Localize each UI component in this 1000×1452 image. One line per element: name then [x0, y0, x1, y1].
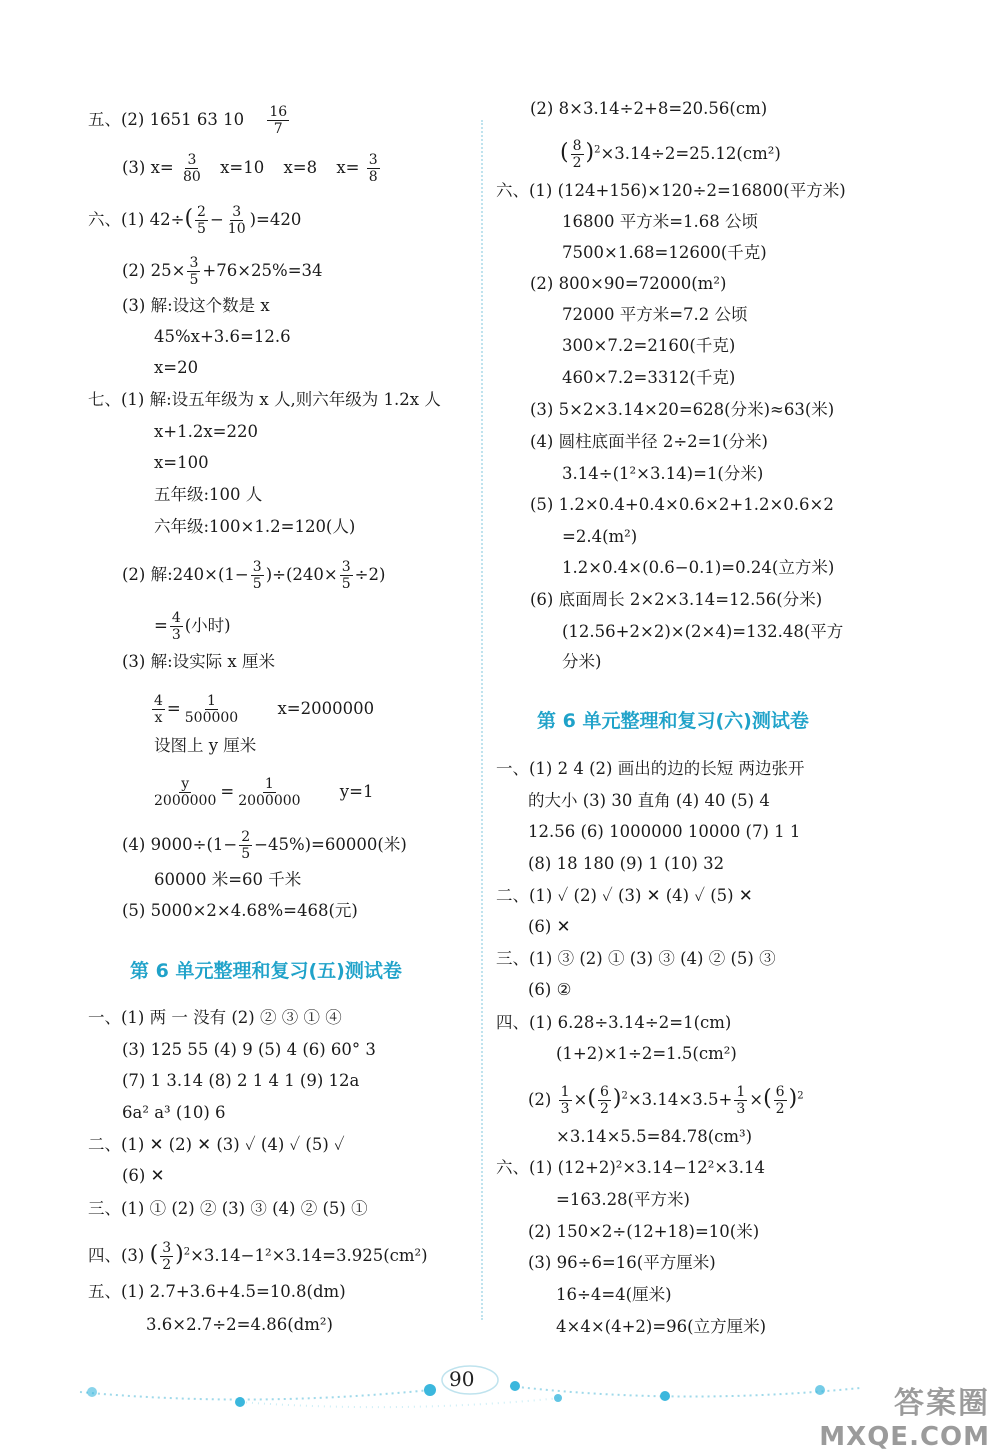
- answer-line: =163.28(平方米): [556, 1190, 690, 1209]
- answer-line: 六、(1) (124+156)×120÷2=16800(平方米): [496, 181, 846, 200]
- answer-line: (8) 18 180 (9) 1 (10) 32: [528, 854, 725, 873]
- answer-line: (6) ✕: [528, 917, 571, 936]
- answer-line: (2) 解:240×(1− $\frac{3}{5}$ )÷(240× $\frac{3}{5}$ ÷2): [122, 559, 386, 592]
- answer-line: 300×7.2=2160(千克): [562, 336, 736, 355]
- fraction: $\frac{8}{2}$: [572, 138, 582, 171]
- answer-line: (6) 底面周长 2×2×3.14=12.56(分米): [530, 590, 823, 609]
- answer-line: 六、(1) (12+2)²×3.14−12²×3.14: [496, 1158, 765, 1177]
- answer-line: (3) 解:设这个数是 x: [122, 296, 270, 315]
- section-heading: 第 6 单元整理和复习(五)测试卷: [130, 960, 402, 982]
- answer-line: (2) $\frac{1}{3}$ ×( $\frac{6}{2}$ )$^2$×3.14×3.5+ $\frac{1}{3}$ ×( $\frac{6}{2}$ )$^2$: [528, 1084, 804, 1117]
- answer-line: 3.6×2.7÷2=4.86(dm²): [146, 1315, 333, 1334]
- answer-line: 460×7.2=3312(千克): [562, 368, 736, 387]
- fraction: $\frac{1}{3}$: [736, 1084, 746, 1117]
- answer-line: (2) 25× $\frac{3}{5}$ +76×25%=34: [122, 255, 323, 288]
- watermark: [819, 1378, 990, 1452]
- answer-line: (12.56+2×2)×(2×4)=132.48(平方: [562, 622, 844, 641]
- answer-line: 五、(2) 1651 63 10 $\frac{16}{7}$: [88, 104, 288, 137]
- column-divider: [481, 120, 483, 1320]
- answer-line: (2) 800×90=72000(m²): [530, 274, 727, 293]
- answer-line: 7500×1.68=12600(千克): [562, 243, 767, 262]
- answer-line: 12.56 (6) 1000000 10000 (7) 1 1: [528, 822, 801, 841]
- fraction: $\frac{4}{x}$: [154, 693, 163, 726]
- answer-line: 3.14÷(1²×3.14)=1(分米): [562, 464, 764, 483]
- answer-line: 设图上 y 厘米: [154, 736, 257, 755]
- fraction: $\frac{3}{80}$: [183, 152, 201, 185]
- answer-line: 六、(1) 42÷( $\frac{2}{5}$ − $\frac{3}{10}$ )=420: [88, 204, 302, 237]
- answer-line: (1+2)×1÷2=1.5(cm²): [556, 1044, 737, 1063]
- fraction: $\frac{1}{3}$: [560, 1084, 570, 1117]
- answer-line: 60000 米=60 千米: [154, 870, 302, 889]
- answer-line: (3) 5×2×3.14×20=628(分米)≈63(米): [530, 400, 835, 419]
- fraction: $\frac{3}{10}$: [227, 204, 246, 237]
- answer-line: $\frac{4}{x}$ = $\frac{1}{500000}$ x=2000000: [154, 693, 375, 726]
- answer-line: x=20: [154, 358, 199, 377]
- answer-line: 6a² a³ (10) 6: [122, 1103, 226, 1122]
- answer-line: (5) 5000×2×4.68%=468(元): [122, 901, 358, 920]
- answer-line: 七、(1) 解:设五年级为 x 人,则六年级为 1.2x 人: [88, 390, 441, 409]
- answer-line: 45%x+3.6=12.6: [154, 327, 291, 346]
- section-heading: 第 6 单元整理和复习(六)测试卷: [537, 710, 809, 732]
- answer-line: (3) 125 55 (4) 9 (5) 4 (6) 60° 3: [122, 1040, 376, 1059]
- fraction: $\frac{3}{5}$: [189, 255, 199, 288]
- watermark-brand: 答案圈: [894, 1386, 990, 1421]
- answer-line: (3) 解:设实际 x 厘米: [122, 652, 275, 671]
- answer-line: 六年级:100×1.2=120(人): [154, 517, 356, 536]
- answer-line: (6) ✕: [122, 1166, 165, 1185]
- answer-line: 四、(1) 6.28÷3.14÷2=1(cm): [496, 1013, 732, 1032]
- answer-line: (7) 1 3.14 (8) 2 1 4 1 (9) 12a: [122, 1071, 360, 1090]
- answer-line: (3) 96÷6=16(平方厘米): [528, 1253, 716, 1272]
- answer-line: = $\frac{4}{3}$ (小时): [154, 610, 231, 643]
- fraction: $\frac{3}{8}$: [368, 152, 378, 185]
- answer-line: (6) ②: [528, 980, 572, 999]
- answer-line: 五年级:100 人: [154, 485, 263, 504]
- answer-line: 二、(1) ✓ (2) ✓ (3) ✕ (4) ✓ (5) ✕: [496, 886, 753, 905]
- answer-line: 72000 平方米=7.2 公顷: [562, 305, 748, 324]
- answer-line: ( $\frac{8}{2}$ )$^2$×3.14÷2=25.12(cm²): [560, 138, 781, 171]
- answer-line: ×3.14×5.5=84.78(cm³): [556, 1127, 753, 1146]
- fraction: $\frac{y}{2000000}$: [154, 776, 217, 809]
- answer-line: 4×4×(4+2)=96(立方厘米): [556, 1317, 767, 1336]
- fraction: $\frac{16}{7}$: [269, 104, 288, 137]
- answer-line: 四、(3) ( $\frac{3}{2}$ )$^2$×3.14−1²×3.14=3.925(cm²): [88, 1240, 428, 1273]
- answer-line: 的大小 (3) 30 直角 (4) 40 (5) 4: [528, 791, 770, 810]
- fraction: $\frac{3}{5}$: [341, 559, 351, 592]
- page-number: 90: [449, 1367, 475, 1391]
- fraction: $\frac{1}{500000}$: [184, 693, 239, 726]
- fraction: $\frac{6}{2}$: [775, 1084, 785, 1117]
- answer-line: (5) 1.2×0.4+0.4×0.6×2+1.2×0.6×2: [530, 495, 834, 514]
- answer-line: 五、(1) 2.7+3.6+4.5=10.8(dm): [88, 1282, 346, 1301]
- fraction: $\frac{1}{2000000}$: [238, 776, 301, 809]
- answer-line: (4) 9000÷(1− $\frac{2}{5}$ −45%)=60000(米): [122, 829, 407, 862]
- answer-line: 三、(1) ① (2) ② (3) ③ (4) ② (5) ①: [88, 1199, 368, 1218]
- answer-line: 16800 平方米=1.68 公顷: [562, 212, 759, 231]
- answer-line: (2) 8×3.14÷2+8=20.56(cm): [530, 99, 768, 118]
- fraction: $\frac{2}{5}$: [197, 204, 206, 237]
- answer-line: (3) x= $\frac{3}{80}$ x=10 x=8 x= $\frac{3}{8}$: [122, 152, 378, 185]
- fraction: $\frac{3}{5}$: [252, 559, 262, 592]
- answer-line: (4) 圆柱底面半径 2÷2=1(分米): [530, 432, 768, 451]
- answer-line: $\frac{y}{2000000}$ = $\frac{1}{2000000}$ y=1: [154, 776, 374, 809]
- answer-line: (2) 150×2÷(12+18)=10(米): [528, 1222, 760, 1241]
- answer-line: 一、(1) 2 4 (2) 画出的边的长短 两边张开: [496, 759, 805, 778]
- watermark-url: MXQE.COM: [819, 1422, 990, 1452]
- fraction: $\frac{4}{3}$: [171, 610, 181, 643]
- fraction: $\frac{2}{5}$: [241, 829, 251, 862]
- answer-line: 16÷4=4(厘米): [556, 1285, 672, 1304]
- answer-line: =2.4(m²): [562, 527, 638, 546]
- answer-line: x+1.2x=220: [154, 422, 258, 441]
- fraction: $\frac{3}{2}$: [162, 1240, 172, 1273]
- answer-line: 一、(1) 两 一 没有 (2) ② ③ ① ④: [88, 1008, 342, 1027]
- fraction: $\frac{6}{2}$: [599, 1084, 609, 1117]
- answer-line: 二、(1) ✕ (2) ✕ (3) ✓ (4) ✓ (5) ✓: [88, 1135, 345, 1154]
- answer-line: 1.2×0.4×(0.6−0.1)=0.24(立方米): [562, 558, 835, 577]
- answer-line: 三、(1) ③ (2) ① (3) ③ (4) ② (5) ③: [496, 949, 776, 968]
- answer-line: 分米): [562, 652, 602, 671]
- answer-line: x=100: [154, 453, 209, 472]
